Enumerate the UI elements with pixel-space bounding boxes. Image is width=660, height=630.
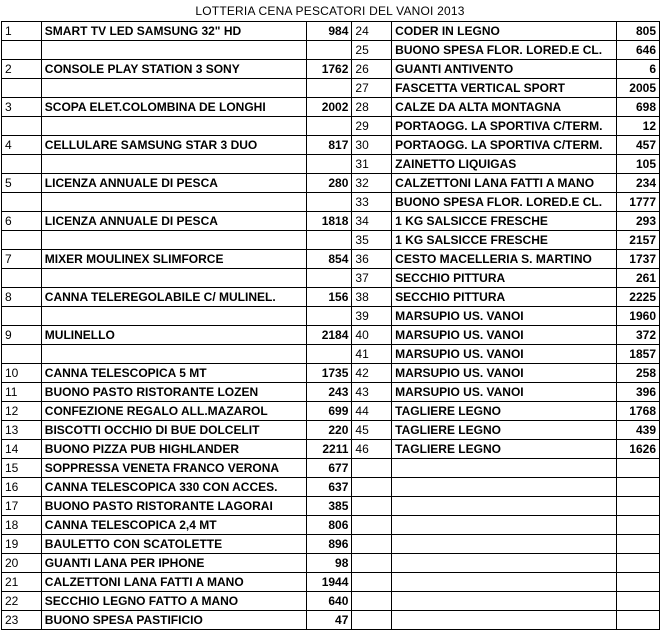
right-number-cell xyxy=(352,478,392,497)
left-description-cell: GUANTI LANA PER IPHONE xyxy=(41,554,306,573)
left-ticket-cell: 98 xyxy=(306,554,352,573)
left-ticket-cell xyxy=(306,269,352,288)
right-number-cell xyxy=(352,497,392,516)
right-number-cell xyxy=(352,459,392,478)
left-ticket-cell: 243 xyxy=(306,383,352,402)
right-number-cell: 39 xyxy=(352,307,392,326)
right-description-cell: ZAINETTO LIQUIGAS xyxy=(392,155,617,174)
left-number-cell: 17 xyxy=(2,497,42,516)
right-ticket-cell: 234 xyxy=(617,174,660,193)
left-number-cell: 20 xyxy=(2,554,42,573)
left-description-cell: SCOPA ELET.COLOMBINA DE LONGHI xyxy=(41,98,306,117)
left-description-cell: SOPPRESSA VENETA FRANCO VERONA xyxy=(41,459,306,478)
left-description-cell: BUONO PIZZA PUB HIGHLANDER xyxy=(41,440,306,459)
left-number-cell: 8 xyxy=(2,288,42,307)
right-number-cell: 32 xyxy=(352,174,392,193)
left-number-cell: 10 xyxy=(2,364,42,383)
table-row xyxy=(2,440,660,459)
left-description-cell xyxy=(41,155,306,174)
table-row xyxy=(2,98,660,117)
right-number-cell: 44 xyxy=(352,402,392,421)
right-number-cell: 31 xyxy=(352,155,392,174)
right-ticket-cell xyxy=(617,554,660,573)
right-description-cell: TAGLIERE LEGNO xyxy=(392,440,617,459)
right-number-cell: 27 xyxy=(352,79,392,98)
right-description-cell: MARSUPIO US. VANOI xyxy=(392,364,617,383)
table-row xyxy=(2,478,660,497)
table-row xyxy=(2,212,660,231)
left-ticket-cell: 220 xyxy=(306,421,352,440)
right-ticket-cell: 805 xyxy=(617,22,660,41)
left-number-cell: 7 xyxy=(2,250,42,269)
left-description-cell: SMART TV LED SAMSUNG 32" HD xyxy=(41,22,306,41)
left-number-cell: 19 xyxy=(2,535,42,554)
left-number-cell: 18 xyxy=(2,516,42,535)
left-ticket-cell: 385 xyxy=(306,497,352,516)
table-row xyxy=(2,402,660,421)
left-ticket-cell xyxy=(306,307,352,326)
left-ticket-cell: 280 xyxy=(306,174,352,193)
left-ticket-cell xyxy=(306,193,352,212)
left-number-cell xyxy=(2,117,42,136)
left-description-cell xyxy=(41,193,306,212)
left-number-cell xyxy=(2,345,42,364)
right-description-cell xyxy=(392,478,617,497)
right-ticket-cell: 258 xyxy=(617,364,660,383)
left-ticket-cell xyxy=(306,231,352,250)
prize-table xyxy=(1,21,660,630)
right-description-cell: MARSUPIO US. VANOI xyxy=(392,383,617,402)
right-number-cell xyxy=(352,592,392,611)
left-number-cell: 2 xyxy=(2,60,42,79)
table-row xyxy=(2,79,660,98)
left-description-cell xyxy=(41,269,306,288)
right-ticket-cell xyxy=(617,535,660,554)
left-ticket-cell: 156 xyxy=(306,288,352,307)
table-row xyxy=(2,155,660,174)
left-ticket-cell xyxy=(306,345,352,364)
left-description-cell xyxy=(41,79,306,98)
left-description-cell: CANNA TELESCOPICA 330 CON ACCES. xyxy=(41,478,306,497)
right-description-cell: PORTAOGG. LA SPORTIVA C/TERM. xyxy=(392,136,617,155)
left-description-cell: CANNA TELESCOPICA 5 MT xyxy=(41,364,306,383)
right-ticket-cell: 1626 xyxy=(617,440,660,459)
left-ticket-cell: 640 xyxy=(306,592,352,611)
left-ticket-cell: 2002 xyxy=(306,98,352,117)
right-description-cell xyxy=(392,459,617,478)
left-description-cell: LICENZA ANNUALE DI PESCA xyxy=(41,212,306,231)
table-row xyxy=(2,117,660,136)
table-row xyxy=(2,421,660,440)
left-number-cell: 1 xyxy=(2,22,42,41)
right-description-cell: CODER IN LEGNO xyxy=(392,22,617,41)
right-description-cell xyxy=(392,497,617,516)
table-row xyxy=(2,288,660,307)
left-number-cell xyxy=(2,269,42,288)
left-number-cell: 5 xyxy=(2,174,42,193)
right-ticket-cell: 439 xyxy=(617,421,660,440)
left-number-cell: 22 xyxy=(2,592,42,611)
left-number-cell xyxy=(2,307,42,326)
table-row xyxy=(2,364,660,383)
left-number-cell: 15 xyxy=(2,459,42,478)
right-number-cell: 29 xyxy=(352,117,392,136)
right-ticket-cell xyxy=(617,478,660,497)
right-description-cell: MARSUPIO US. VANOI xyxy=(392,307,617,326)
right-ticket-cell: 396 xyxy=(617,383,660,402)
right-description-cell: SECCHIO PITTURA xyxy=(392,269,617,288)
right-number-cell: 33 xyxy=(352,193,392,212)
right-description-cell: MARSUPIO US. VANOI xyxy=(392,326,617,345)
right-number-cell: 24 xyxy=(352,22,392,41)
right-number-cell: 42 xyxy=(352,364,392,383)
right-description-cell: GUANTI ANTIVENTO xyxy=(392,60,617,79)
right-ticket-cell xyxy=(617,459,660,478)
right-description-cell: TAGLIERE LEGNO xyxy=(392,421,617,440)
left-number-cell xyxy=(2,231,42,250)
right-description-cell xyxy=(392,535,617,554)
left-number-cell: 13 xyxy=(2,421,42,440)
left-number-cell xyxy=(2,41,42,60)
table-row xyxy=(2,535,660,554)
right-ticket-cell: 1777 xyxy=(617,193,660,212)
left-ticket-cell: 1818 xyxy=(306,212,352,231)
left-description-cell xyxy=(41,345,306,364)
table-row xyxy=(2,497,660,516)
right-description-cell: CALZETTONI LANA FATTI A MANO xyxy=(392,174,617,193)
right-description-cell: BUONO SPESA FLOR. LORED.E CL. xyxy=(392,41,617,60)
right-ticket-cell xyxy=(617,611,660,630)
right-number-cell: 46 xyxy=(352,440,392,459)
right-ticket-cell: 1857 xyxy=(617,345,660,364)
right-ticket-cell: 105 xyxy=(617,155,660,174)
left-description-cell: MULINELLO xyxy=(41,326,306,345)
right-ticket-cell: 1737 xyxy=(617,250,660,269)
left-ticket-cell: 817 xyxy=(306,136,352,155)
table-row xyxy=(2,383,660,402)
right-ticket-cell: 2157 xyxy=(617,231,660,250)
right-number-cell: 28 xyxy=(352,98,392,117)
table-row xyxy=(2,60,660,79)
left-number-cell: 9 xyxy=(2,326,42,345)
right-description-cell xyxy=(392,573,617,592)
right-number-cell: 38 xyxy=(352,288,392,307)
right-number-cell xyxy=(352,611,392,630)
left-ticket-cell xyxy=(306,117,352,136)
right-ticket-cell: 2225 xyxy=(617,288,660,307)
table-row xyxy=(2,250,660,269)
left-description-cell xyxy=(41,307,306,326)
right-ticket-cell: 646 xyxy=(617,41,660,60)
right-ticket-cell: 372 xyxy=(617,326,660,345)
right-ticket-cell: 12 xyxy=(617,117,660,136)
left-number-cell: 23 xyxy=(2,611,42,630)
left-ticket-cell: 699 xyxy=(306,402,352,421)
left-description-cell: CONSOLE PLAY STATION 3 SONY xyxy=(41,60,306,79)
right-description-cell: 1 KG SALSICCE FRESCHE xyxy=(392,212,617,231)
right-ticket-cell: 457 xyxy=(617,136,660,155)
table-row xyxy=(2,231,660,250)
right-number-cell xyxy=(352,573,392,592)
left-description-cell: BAULETTO CON SCATOLETTE xyxy=(41,535,306,554)
right-number-cell: 41 xyxy=(352,345,392,364)
right-description-cell xyxy=(392,611,617,630)
right-number-cell: 45 xyxy=(352,421,392,440)
left-description-cell: CONFEZIONE REGALO ALL.MAZAROL xyxy=(41,402,306,421)
right-description-cell: PORTAOGG. LA SPORTIVA C/TERM. xyxy=(392,117,617,136)
right-description-cell xyxy=(392,592,617,611)
right-description-cell: CESTO MACELLERIA S. MARTINO xyxy=(392,250,617,269)
table-row xyxy=(2,573,660,592)
right-ticket-cell: 698 xyxy=(617,98,660,117)
left-number-cell: 6 xyxy=(2,212,42,231)
table-row xyxy=(2,459,660,478)
left-number-cell: 11 xyxy=(2,383,42,402)
right-number-cell: 30 xyxy=(352,136,392,155)
right-description-cell: MARSUPIO US. VANOI xyxy=(392,345,617,364)
right-ticket-cell: 2005 xyxy=(617,79,660,98)
table-row xyxy=(2,22,660,41)
right-ticket-cell: 6 xyxy=(617,60,660,79)
left-ticket-cell xyxy=(306,79,352,98)
left-number-cell xyxy=(2,155,42,174)
left-number-cell xyxy=(2,79,42,98)
left-number-cell: 12 xyxy=(2,402,42,421)
right-description-cell: BUONO SPESA FLOR. LORED.E CL. xyxy=(392,193,617,212)
left-ticket-cell: 677 xyxy=(306,459,352,478)
left-number-cell: 14 xyxy=(2,440,42,459)
left-ticket-cell: 854 xyxy=(306,250,352,269)
right-description-cell: CALZE DA ALTA MONTAGNA xyxy=(392,98,617,117)
right-number-cell: 40 xyxy=(352,326,392,345)
left-description-cell: LICENZA ANNUALE DI PESCA xyxy=(41,174,306,193)
right-number-cell xyxy=(352,535,392,554)
right-number-cell: 36 xyxy=(352,250,392,269)
right-ticket-cell xyxy=(617,516,660,535)
right-number-cell: 35 xyxy=(352,231,392,250)
right-number-cell: 43 xyxy=(352,383,392,402)
right-number-cell: 26 xyxy=(352,60,392,79)
table-row xyxy=(2,611,660,630)
left-ticket-cell: 47 xyxy=(306,611,352,630)
table-row xyxy=(2,592,660,611)
left-description-cell: MIXER MOULINEX SLIMFORCE xyxy=(41,250,306,269)
right-number-cell: 37 xyxy=(352,269,392,288)
left-description-cell: BUONO SPESA PASTIFICIO xyxy=(41,611,306,630)
right-description-cell: 1 KG SALSICCE FRESCHE xyxy=(392,231,617,250)
right-description-cell: TAGLIERE LEGNO xyxy=(392,402,617,421)
table-row xyxy=(2,516,660,535)
table-row xyxy=(2,136,660,155)
table-row xyxy=(2,269,660,288)
right-ticket-cell: 293 xyxy=(617,212,660,231)
table-row xyxy=(2,307,660,326)
left-ticket-cell: 806 xyxy=(306,516,352,535)
left-description-cell: CANNA TELESCOPICA 2,4 MT xyxy=(41,516,306,535)
left-number-cell: 4 xyxy=(2,136,42,155)
left-description-cell xyxy=(41,117,306,136)
right-description-cell: FASCETTA VERTICAL SPORT xyxy=(392,79,617,98)
right-description-cell: SECCHIO PITTURA xyxy=(392,288,617,307)
right-ticket-cell: 1768 xyxy=(617,402,660,421)
left-ticket-cell: 2211 xyxy=(306,440,352,459)
right-number-cell xyxy=(352,554,392,573)
left-ticket-cell: 637 xyxy=(306,478,352,497)
left-ticket-cell: 1735 xyxy=(306,364,352,383)
table-row xyxy=(2,326,660,345)
left-ticket-cell: 1944 xyxy=(306,573,352,592)
left-description-cell: CELLULARE SAMSUNG STAR 3 DUO xyxy=(41,136,306,155)
table-row xyxy=(2,174,660,193)
left-ticket-cell: 984 xyxy=(306,22,352,41)
left-description-cell: CALZETTONI LANA FATTI A MANO xyxy=(41,573,306,592)
right-number-cell: 25 xyxy=(352,41,392,60)
left-description-cell: BISCOTTI OCCHIO DI BUE DOLCELIT xyxy=(41,421,306,440)
left-number-cell: 16 xyxy=(2,478,42,497)
right-number-cell xyxy=(352,516,392,535)
right-number-cell: 34 xyxy=(352,212,392,231)
prize-table-body xyxy=(2,22,660,630)
right-ticket-cell: 1960 xyxy=(617,307,660,326)
left-ticket-cell xyxy=(306,155,352,174)
table-row xyxy=(2,193,660,212)
left-number-cell xyxy=(2,193,42,212)
right-description-cell xyxy=(392,554,617,573)
left-description-cell: SECCHIO LEGNO FATTO A MANO xyxy=(41,592,306,611)
left-number-cell: 3 xyxy=(2,98,42,117)
table-row xyxy=(2,554,660,573)
left-description-cell: BUONO PASTO RISTORANTE LOZEN xyxy=(41,383,306,402)
right-ticket-cell: 261 xyxy=(617,269,660,288)
left-description-cell xyxy=(41,41,306,60)
table-row xyxy=(2,345,660,364)
right-ticket-cell xyxy=(617,592,660,611)
table-row xyxy=(2,41,660,60)
left-ticket-cell: 896 xyxy=(306,535,352,554)
left-number-cell: 21 xyxy=(2,573,42,592)
left-ticket-cell: 2184 xyxy=(306,326,352,345)
right-ticket-cell xyxy=(617,497,660,516)
page-title: LOTTERIA CENA PESCATORI DEL VANOI 2013 xyxy=(195,4,465,18)
left-ticket-cell: 1762 xyxy=(306,60,352,79)
left-description-cell xyxy=(41,231,306,250)
right-description-cell xyxy=(392,516,617,535)
left-ticket-cell xyxy=(306,41,352,60)
right-ticket-cell xyxy=(617,573,660,592)
left-description-cell: CANNA TELEREGOLABILE C/ MULINEL. xyxy=(41,288,306,307)
left-description-cell: BUONO PASTO RISTORANTE LAGORAI xyxy=(41,497,306,516)
